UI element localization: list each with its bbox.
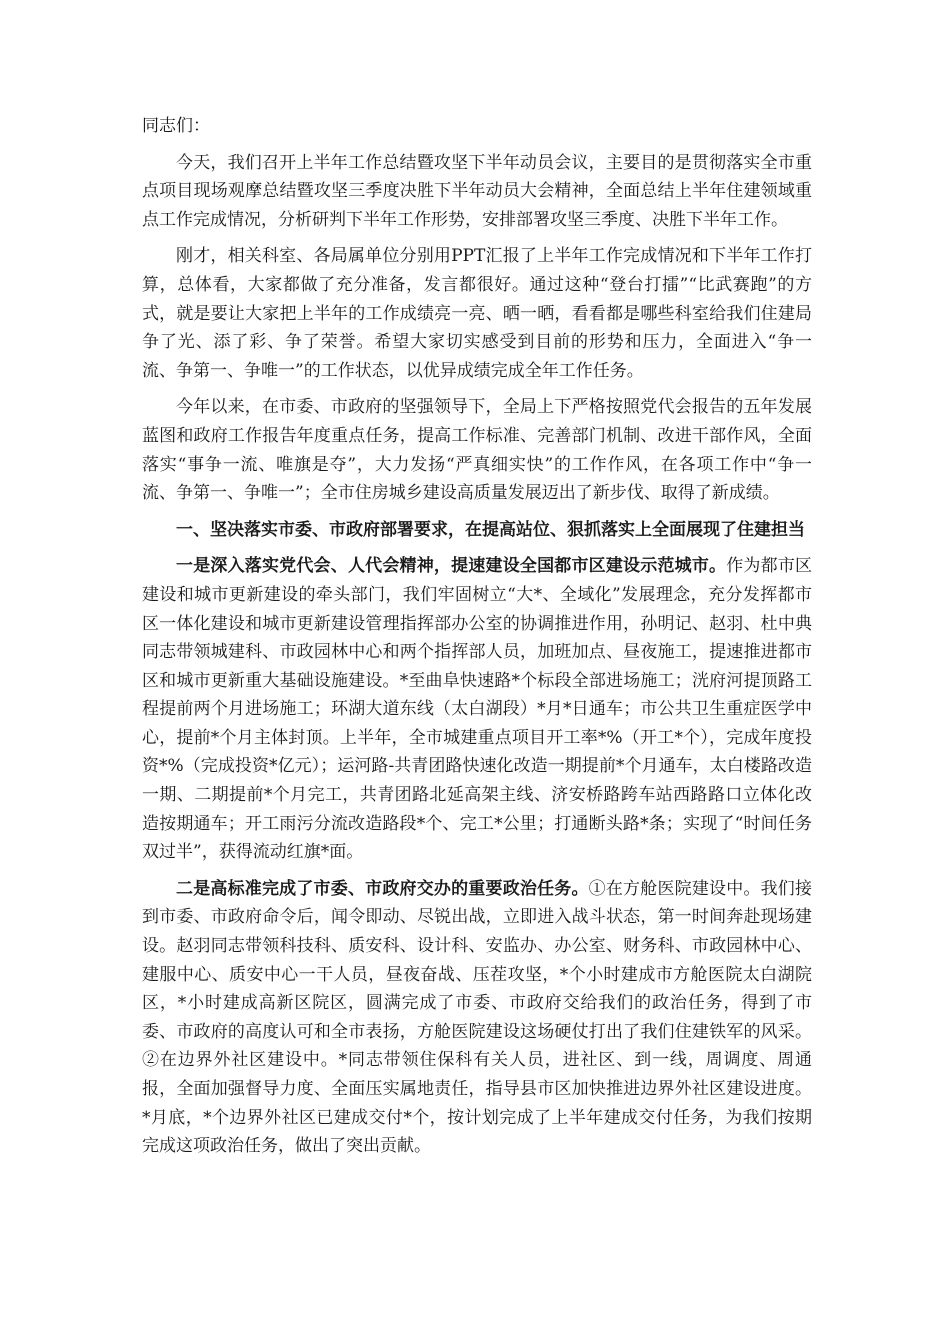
item-body-2: ①在方舱医院建设中。我们接到市委、市政府命令后，闻令即动、尽锐出战，立即进入战斗状态，第一时间奔赴现场建设。赵羽同志带领科技科、质安科、设计科、安监办、办公室、财务科、市政园林中心、建服中心、质安中心一干人员，昼夜奋战、压茬攻坚，*个小时建成市方舱医院太白湖院区，*小时建成高新区院区，圆满完成了市委、市政府交给我们的政治任务，得到了市委、市政府的高度认可和全市表扬，方舱医院建设这场硬仗打出了我们住建铁军的风采。②在边界外社区建设中。*同志带领住保科有关人员，进社区、到一线，周调度、周通报，全面加强督导力度、全面压实属地责任，指导县市区加快推进边界外社区建设进度。*月底，*个边界外社区已建成交付*个，按计划完成了上半年建成交付任务，为我们按期完成这项政治任务，做出了突出贡献。 bbox=[142, 878, 813, 1157]
item-paragraph-2 bbox=[142, 875, 812, 1161]
document-page bbox=[142, 112, 812, 1169]
item-paragraph-1 bbox=[142, 552, 812, 867]
paragraph-reports: 刚才，相关科室、各局属单位分别用PPT汇报了上半年工作完成情况和下半年工作打算，总体看，大家都做了充分准备，发言都很好。通过这种“登台打擂”“比武赛跑”的方式，就是要让大家把上半年的工作成绩亮一亮、晒一晒，看看都是哪些科室给我们住建局争了光、添了彩、争了荣誉。希望大家切实感受到目前的形势和压力，全面进入“争一流、争第一、争唯一”的工作状态，以优异成绩完成全年工作任务。 bbox=[142, 246, 812, 381]
paragraph-achievements: 今年以来，在市委、市政府的坚强领导下，全局上下严格按照党代会报告的五年发展蓝图和政府工作报告年度重点任务，提高工作标准、完善部门机制、改进干部作风，全面落实“事争一流、唯旗是夺”，大力发扬“严真细实快”的工作作风，在各项工作中“争一流、争第一、争唯一”；全市住房城乡建设高质量发展迈出了新步伐、取得了新成绩。 bbox=[142, 397, 812, 504]
item-lead-1: 一是深入落实党代会、人代会精神，提速建设全国都市区建设示范城市。 bbox=[176, 556, 727, 577]
item-lead-2: 二是高标准完成了市委、市政府交办的重要政治任务。 bbox=[176, 878, 589, 899]
item-body-1: 作为都市区建设和城市更新建设的牵头部门，我们牢固树立“大*、全域化”发展理念，充分发挥都市区一体化建设和城市更新建设管理指挥部办公室的协调推进作用，孙明记、赵羽、杜中典同志带领城建科、市政园林中心和两个指挥部人员，加班加点、昼夜施工，提速推进都市区和城市更新重大基础设施建设。*至曲阜快速路*个标段全部进场施工；洸府河提顶路工程提前两个月进场施工；环湖大道东线（太白湖段）*月*日通车；市公共卫生重症医学中心，提前*个月主体封顶。上半年，全市城建重点项目开工率*%（开工*个），完成年度投资*%（完成投资*亿元）；运河路-共青团路快速化改造一期提前*个月通车，太白楼路改造一期、二期提前*个月完工，共青团路北延高架主线、济安桥路跨车站西路路口立体化改造按期通车；开工雨污分流改造路段*个、完工*公里；打通断头路*条；实现了“时间任务双过半”，获得流动红旗*面。 bbox=[142, 556, 813, 863]
section-heading: 一、坚决落实市委、市政府部署要求，在提高站位、狠抓落实上全面展现了住建担当 bbox=[176, 519, 805, 540]
greeting: 同志们： bbox=[142, 116, 210, 136]
paragraph-opening: 今天，我们召开上半年工作总结暨攻坚下半年动员会议，主要目的是贯彻落实全市重点项目现场观摩总结暨攻坚三季度决胜下半年动员大会精神，全面总结上半年住建领域重点工作完成情况，分析研判下半年工作形势，安排部署攻坚三季度、决胜下半年工作。 bbox=[142, 152, 812, 230]
